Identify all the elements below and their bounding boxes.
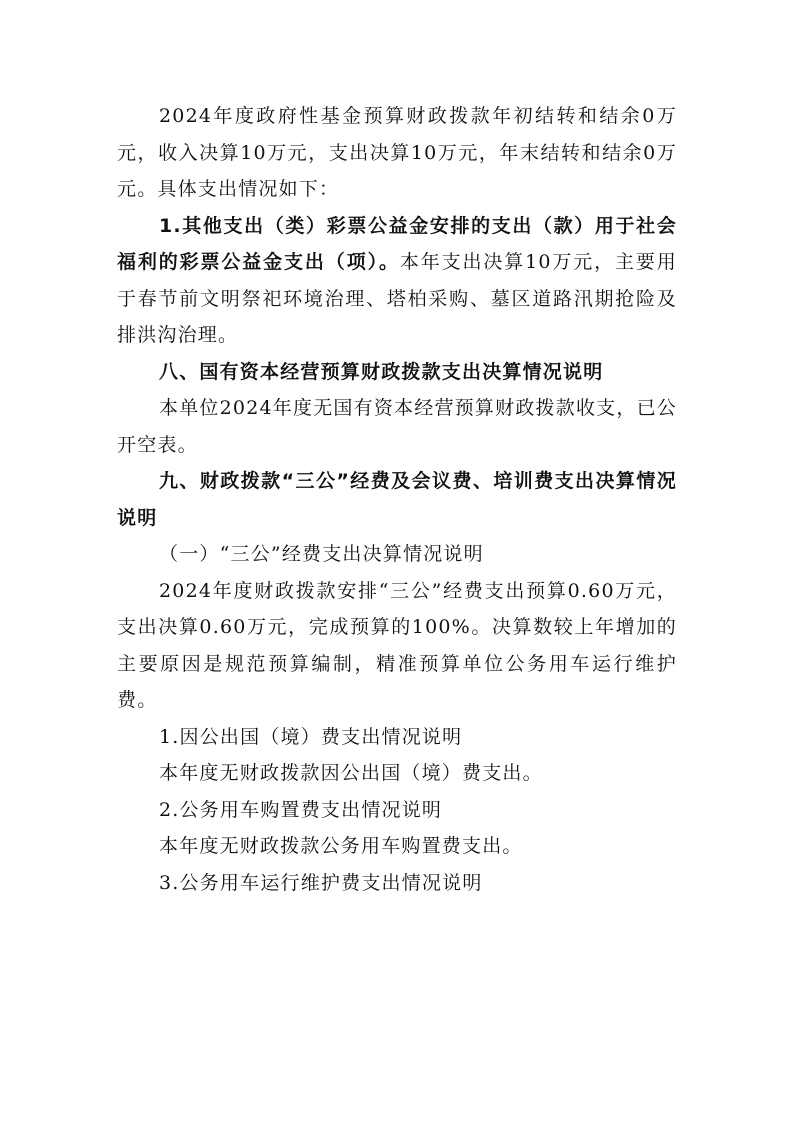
paragraph-three-public-expenses: 2024年度财政拨款安排“三公”经费支出预算0.60万元，支出决算0.60万元，完成预算的100%。决算数较上年增加的主要原因是规范预算编制，精准预算单位公务用车运行维护费。	[117, 579, 677, 711]
document-body	[117, 98, 677, 901]
item-text-2: 本年度无财政拨款公务用车购置费支出。	[159, 835, 523, 857]
item-heading-2: 2.公务用车购置费支出情况说明	[159, 798, 443, 821]
paragraph-fund-budget: 2024年度政府性基金预算财政拨款年初结转和结余0万元，收入决算10万元，支出决算10万元，年末结转和结余0万元。具体支出情况如下：	[117, 105, 677, 200]
paragraph-lottery-expense	[117, 208, 677, 354]
item-text-1: 本年度无财政拨款因公出国（境）费支出。	[159, 762, 543, 784]
lottery-expense-text: 本年支出决算10万元，主要用于春节前文明祭祀环境治理、塔柏采购、墓区道路汛期抢险及排洪沟治理。	[117, 251, 677, 346]
paragraph-state-capital: 本单位2024年度无国有资本经营预算财政拨款收支，已公开空表。	[117, 397, 677, 456]
section-heading-9: 九、财政拨款“三公”经费及会议费、培训费支出决算情况说明	[117, 470, 677, 529]
subsection-heading-9-1: （一）“三公”经费支出决算情况说明	[159, 543, 484, 565]
item-heading-3: 3.公务用车运行维护费支出情况说明	[159, 871, 483, 894]
lottery-expense-title: 1.其他支出（类）彩票公益金安排的支出（款）用于社会福利的彩票公益金支出（项）。	[117, 214, 677, 273]
item-heading-1: 1.因公出国（境）费支出情况说明	[159, 725, 463, 748]
section-heading-8: 八、国有资本经营预算财政拨款支出决算情况说明	[159, 360, 604, 383]
